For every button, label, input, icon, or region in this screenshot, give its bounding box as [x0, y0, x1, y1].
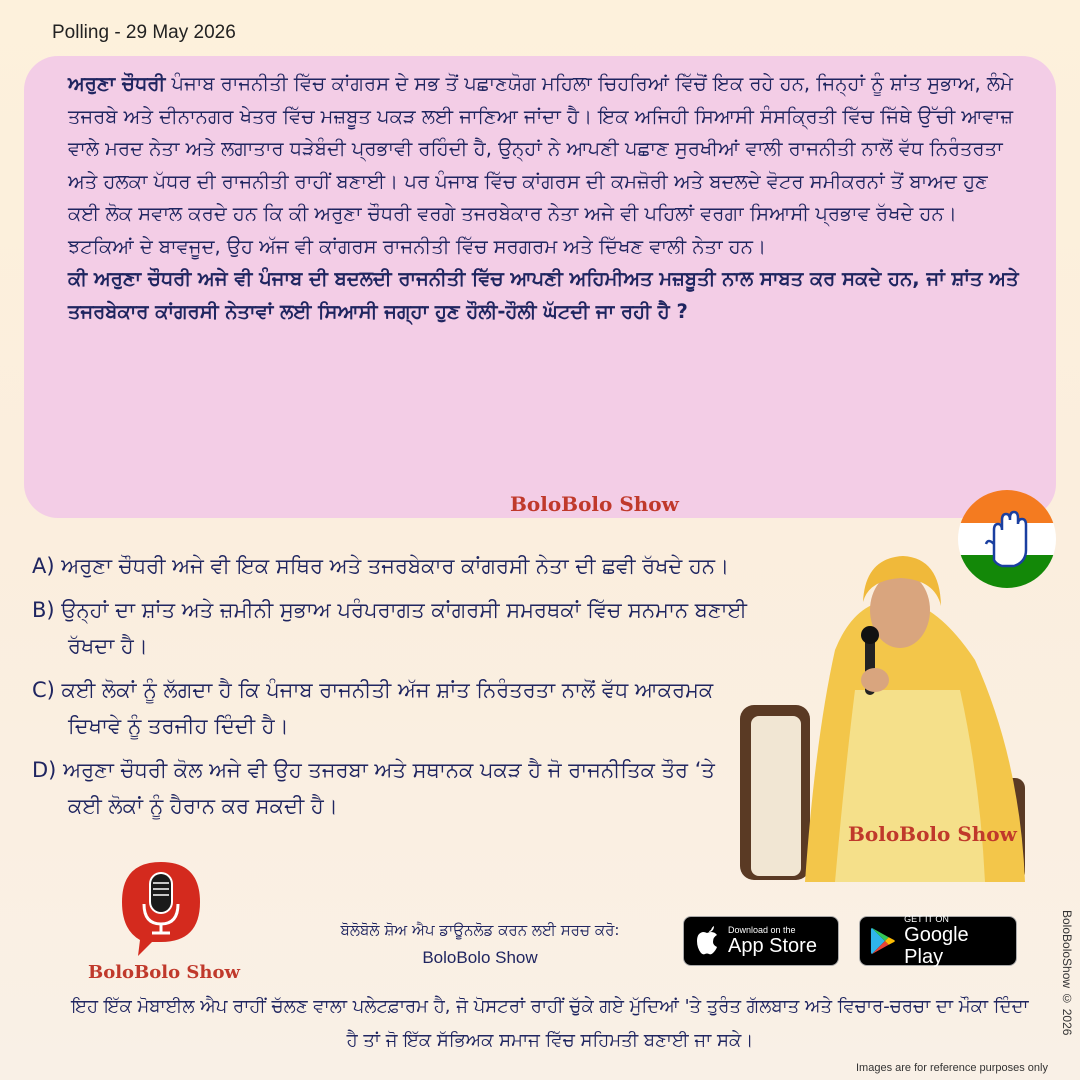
brand-logo: [116, 858, 206, 958]
option-b[interactable]: B) ਉਨ੍ਹਾਂ ਦਾ ਸ਼ਾਂਤ ਅਤੇ ਜ਼ਮੀਨੀ ਸੁਭਾਅ ਪਰੰਪਰਾਗਤ ਕਾਂਗਰਸੀ ਸਮਰਥਕਾਂ ਵਿੱਚ ਸਨਮਾਨ ਬਣਾਈ ਰੱਖਦਾ ਹੈ।: [32, 598, 748, 658]
poll-options: [32, 548, 752, 832]
microphone-icon: [116, 858, 206, 958]
option-c[interactable]: C) ਕਈ ਲੋਕਾਂ ਨੂੰ ਲੱਗਦਾ ਹੈ ਕਿ ਪੰਜਾਬ ਰਾਜਨੀਤੀ ਅੱਜ ਸ਼ਾਂਤ ਨਿਰੰਤਰਤਾ ਨਾਲੋਂ ਵੱਧ ਆਕਰਮਕ ਦਿਖਾਵੇ ਨੂੰ ਤਰਜੀਹ ਦਿੰਦੀ ਹੈ।: [32, 678, 714, 738]
watermark-photo: BoloBolo Show: [848, 822, 1017, 846]
copyright: BoloBoloShow © 2026: [1060, 910, 1074, 1036]
intro-text: [68, 68, 1020, 263]
poll-date: Polling - 29 May 2026: [52, 22, 236, 43]
option-a[interactable]: A) ਅਰੁਣਾ ਚੌਧਰੀ ਅਜੇ ਵੀ ਇਕ ਸਥਿਰ ਅਤੇ ਤਜਰਬੇਕਾਰ ਕਾਂਗਰਸੀ ਨੇਤਾ ਦੀ ਛਵੀ ਰੱਖਦੇ ਹਨ।: [32, 554, 730, 578]
footer-text: ਇਹ ਇੱਕ ਮੋਬਾਈਲ ਐਪ ਰਾਹੀਂ ਚੱਲਣ ਵਾਲਾ ਪਲੇਟਫ਼ਾਰਮ ਹੈ, ਜੋ ਪੋਸਟਰਾਂ ਰਾਹੀਂ ਚੁੱਕੇ ਗਏ ਮੁੱਦਿਆਂ 'ਤੇ ਤੁਰੰਤ ਗੱਲਬਾਤ ਅਤੇ ਵਿਚਾਰ-ਚਰਚਾ ਦਾ ਮੌਕਾ ਦਿੰਦਾ ਹੈ ਤਾਂ ਜੋ ਇੱਕ ਸੱਭਿਅਕ ਸਮਾਜ ਵਿੱਚ ਸਹਿਮਤੀ ਬਣਾਈ ਜਾ ਸਕੇ।: [71, 996, 1029, 1051]
google-play-button[interactable]: GET IT ON Google Play: [859, 916, 1017, 966]
apple-icon: [694, 926, 720, 956]
option-d[interactable]: D) ਅਰੁਣਾ ਚੌਧਰੀ ਕੋਲ ਅਜੇ ਵੀ ਉਹ ਤਜਰਬਾ ਅਤੇ ਸਥਾਨਕ ਪਕੜ ਹੈ ਜੋ ਰਾਜਨੀਤਿਕ ਤੌਰ ‘ਤੇ ਕਈ ਲੋਕਾਂ ਨੂੰ ਹੈਰਾਨ ਕਰ ਸਕਦੀ ਹੈ।: [32, 758, 715, 818]
app-store-button[interactable]: Download on the App Store: [683, 916, 839, 966]
google-play-icon: [870, 926, 896, 956]
intro-name: ਅਰੁਣਾ ਚੌਧਰੀ: [68, 72, 166, 95]
search-app-name: BoloBolo Show: [422, 948, 538, 967]
intro-card: [24, 56, 1056, 518]
poll-question: ਕੀ ਅਰੁਣਾ ਚੌਧਰੀ ਅਜੇ ਵੀ ਪੰਜਾਬ ਦੀ ਬਦਲਦੀ ਰਾਜਨੀਤੀ ਵਿੱਚ ਆਪਣੀ ਅਹਿਮੀਅਤ ਮਜ਼ਬੂਤੀ ਨਾਲ ਸਾਬਤ ਕਰ ਸਕਦੇ ਹਨ, ਜਾਂ ਸ਼ਾਂਤ ਅਤੇ ਤਜਰਬੇਕਾਰ ਕਾਂਗਰਸੀ ਨੇਤਾਵਾਂ ਲਈ ਸਿਆਸੀ ਜਗ੍ਹਾ ਹੁਣ ਹੌਲੀ-ਹੌਲੀ ਘੱਟਦੀ ਜਾ ਰਹੀ ਹੈ ?: [68, 267, 1019, 323]
watermark-card: BoloBolo Show: [510, 492, 679, 516]
search-instruction: ਬੋਲੋਬੋਲੋ ਸ਼ੋਅ ਐਪ ਡਾਊਨਲੋਡ ਕਰਨ ਲਈ ਸਰਚ ਕਰੋ:: [340, 921, 620, 939]
intro-body: ਪੰਜਾਬ ਰਾਜਨੀਤੀ ਵਿੱਚ ਕਾਂਗਰਸ ਦੇ ਸਭ ਤੋਂ ਪਛਾਣਯੋਗ ਮਹਿਲਾ ਚਿਹਰਿਆਂ ਵਿੱਚੋਂ ਇਕ ਰਹੇ ਹਨ, ਜਿਨ੍ਹਾਂ ਨੂੰ ਸ਼ਾਂਤ ਸੁਭਾਅ, ਲੰਮੇ ਤਜਰਬੇ ਅਤੇ ਦੀਨਾਨਗਰ ਖੇਤਰ ਵਿੱਚ ਮਜ਼ਬੂਤ ਪਕੜ ਲਈ ਜਾਣਿਆ ਜਾਂਦਾ ਹੈ। ਇਕ ਅਜਿਹੀ ਸਿਆਸੀ ਸੰਸਕ੍ਰਿਤੀ ਵਿੱਚ ਜਿੱਥੇ ਉੱਚੀ ਆਵਾਜ਼ ਵਾਲੇ ਮਰਦ ਨੇਤਾ ਅਤੇ ਲਗਾਤਾਰ ਧੜੇਬੰਦੀ ਪ੍ਰਭਾਵੀ ਰਹਿੰਦੀ ਹੈ, ਉਨ੍ਹਾਂ ਨੇ ਆਪਣੀ ਪਛਾਣ ਸੁਰਖੀਆਂ ਵਾਲੀ ਰਾਜਨੀਤੀ ਨਾਲੋਂ ਵੱਧ ਨਿਰੰਤਰਤਾ ਅਤੇ ਹਲਕਾ ਪੱਧਰ ਦੀ ਰਾਜਨੀਤੀ ਰਾਹੀਂ ਬਣਾਈ। ਪਰ ਪੰਜਾਬ ਵਿੱਚ ਕਾਂਗਰਸ ਦੀ ਕਮਜ਼ੋਰੀ ਅਤੇ ਬਦਲਦੇ ਵੋਟਰ ਸਮੀਕਰਨਾਂ ਤੋਂ ਬਾਅਦ ਹੁਣ ਕਈ ਲੋਕ ਸਵਾਲ ਕਰਦੇ ਹਨ ਕਿ ਕੀ ਅਰੁਣਾ ਚੌਧਰੀ ਵਰਗੇ ਤਜਰਬੇਕਾਰ ਨੇਤਾ ਅਜੇ ਵੀ ਪਹਿਲਾਂ ਵਰਗਾ ਸਿਆਸੀ ਪ੍ਰਭਾਵ ਰੱਖਦੇ ਹਨ। ਝਟਕਿਆਂ ਦੇ ਬਾਵਜੂਦ, ਉਹ ਅੱਜ ਵੀ ਕਾਂਗਰਸ ਰਾਜਨੀਤੀ ਵਿੱਚ ਸਰਗਰਮ ਅਤੇ ਦਿੱਖਣ ਵਾਲੀ ਨੇਤਾ ਹਨ।: [68, 72, 1014, 258]
brand-name: BoloBolo Show: [88, 962, 240, 983]
disclaimer: Images are for reference purposes only: [856, 1062, 1048, 1074]
